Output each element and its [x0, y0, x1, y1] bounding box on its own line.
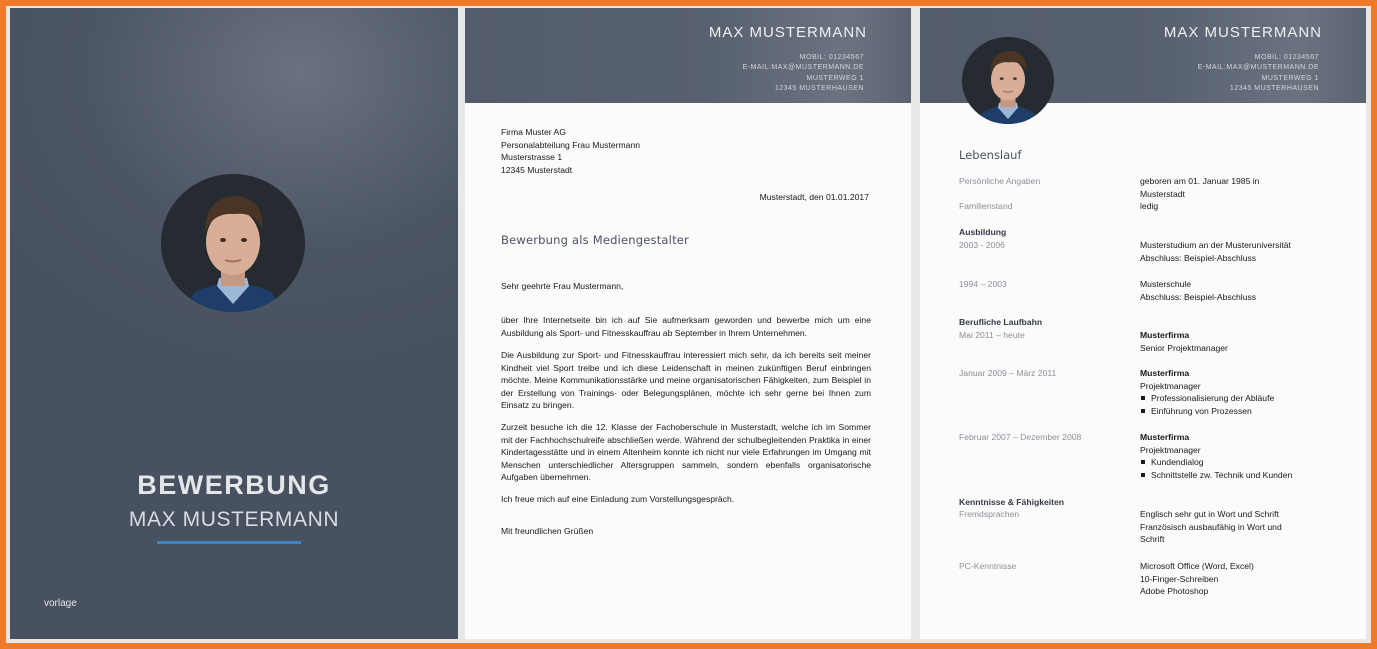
recipient-line: Personalabteilung Frau Mustermann [501, 139, 641, 150]
cv-bullet: Professionalisierung der Abläufe [1140, 392, 1330, 405]
letter-subject: Bewerbung als Mediengestalter [501, 233, 689, 247]
cover-accent-line [157, 541, 301, 544]
contact-email: E-MAIL:MAX@MUSTERMANN.DE [742, 64, 864, 72]
letter-header [465, 8, 911, 103]
cv-label-edu2: 1994 – 2003 [959, 279, 1007, 289]
header-name: MAX MUSTERMANN [1163, 24, 1322, 41]
contact-city: 12345 MUSTERHAUSEN [774, 85, 864, 93]
cv-role: Projektmanager [1140, 444, 1201, 455]
contact-email: E-MAIL:MAX@MUSTERMANN.DE [1197, 64, 1319, 72]
cv-label-edu1: 2003 - 2006 [959, 240, 1005, 250]
cv-page [920, 8, 1366, 639]
cv-role: Senior Projektmanager [1140, 342, 1228, 353]
cv-section-skills: Kenntnisse & Fähigkeiten [959, 497, 1065, 507]
cv-label-personal: Persönliche Angaben [959, 176, 1041, 186]
letter-date: Musterstadt, den 01.01.2017 [759, 192, 869, 202]
recipient-line: 12345 Musterstadt [501, 164, 573, 175]
cv-value-personal [1140, 175, 1330, 200]
cv-value-pc [1140, 560, 1330, 598]
cv-value-line: Abschluss: Beispiel-Abschluss [1140, 291, 1257, 302]
cv-bullet: Einführung von Prozessen [1140, 405, 1330, 418]
cv-label-family: Familienstand [959, 201, 1013, 211]
contact-phone: MOBIL: 01234567 [1254, 54, 1319, 61]
cover-portrait-photo [161, 174, 305, 312]
cv-label-languages: Fremdsprachen [959, 509, 1020, 519]
cv-label-job3: Februar 2007 – Dezember 2008 [959, 432, 1082, 442]
cv-title: Lebenslauf [959, 148, 1022, 162]
cv-section-career: Berufliche Laufbahn [959, 317, 1043, 327]
cv-value-line: geboren am 01. Januar 1985 in [1140, 176, 1260, 186]
cv-bullet: Schnittstelle zw. Technik und Kunden [1140, 469, 1330, 482]
cv-value-job2 [1140, 367, 1330, 418]
letter-page [465, 8, 911, 639]
cv-value-line: 10-Finger-Schreiben [1140, 573, 1219, 584]
letter-paragraph: über Ihre Internetseite bin ich auf Sie aufmerksam geworden und bewerbe mich um eine Ausbildung als Sport- und Fitnesskauffrau ab September in Ihrem Unternehmen. [501, 315, 871, 338]
cv-value-line: Musterschule [1140, 279, 1192, 289]
cv-value-edu2 [1140, 278, 1330, 303]
cv-value-line: Musterstudium an der Musteruniversität [1140, 240, 1291, 250]
cv-value-line: Abschluss: Beispiel-Abschluss [1140, 252, 1257, 263]
cv-bullet: Kundendialog [1140, 456, 1330, 469]
cv-label-job2: Januar 2009 – März 2011 [959, 368, 1057, 378]
cv-label-job1: Mai 2011 – heute [959, 330, 1025, 340]
cover-page [10, 8, 458, 639]
letter-paragraph: Die Ausbildung zur Sport- und Fitnesskauffrau interessiert mich sehr, da ich bereits seit meiner Kindheit viel Sport treibe und ich diese Leidenschaft in meinen zukünftigen Beruf einbringen möchte. Meine Kommunikationsstärke und meine organisatorischen Fähigkeiten, zum Beispiel in der Erstellung von Trainings- oder Belegungsplänen, möchte ich sehr gerne bei Ihnen zum Einsatz zu bringen. [501, 350, 871, 411]
cv-role: Projektmanager [1140, 380, 1201, 391]
cv-value-line: Schrift [1140, 534, 1165, 545]
recipient-line: Firma Muster AG [501, 127, 566, 137]
cv-value-line: Adobe Photoshop [1140, 586, 1209, 597]
cv-value-line: Musterstadt [1140, 188, 1185, 199]
header-contact [1198, 53, 1319, 95]
contact-street: MUSTERWEG 1 [1261, 74, 1319, 82]
document-spread [6, 6, 1371, 643]
letter-closing: Mit freundlichen Grüßen [501, 526, 594, 536]
cv-value-line: Microsoft Office (Word, Excel) [1140, 561, 1254, 571]
cv-company: Musterfirma [1140, 432, 1190, 442]
contact-city: 12345 MUSTERHAUSEN [1229, 85, 1319, 93]
header-contact [743, 53, 864, 95]
recipient-address [501, 126, 640, 176]
cv-value-job3 [1140, 431, 1330, 482]
cv-label-pc: PC-Kenntnisse [959, 561, 1017, 571]
cv-company: Musterfirma [1140, 368, 1190, 378]
cover-title: BEWERBUNG [137, 470, 331, 500]
cover-footer-text: vorlage [44, 598, 77, 609]
cv-value-family: ledig [1140, 201, 1159, 211]
cv-value-job1 [1140, 329, 1330, 354]
cv-value-line: Französisch ausbaufähig in Wort und [1140, 521, 1282, 532]
contact-phone: MOBIL: 01234567 [799, 54, 864, 61]
header-name: MAX MUSTERMANN [708, 24, 867, 41]
cv-company: Musterfirma [1140, 330, 1190, 340]
cv-portrait-photo [962, 37, 1054, 124]
contact-street: MUSTERWEG 1 [806, 74, 864, 82]
letter-salutation: Sehr geehrte Frau Mustermann, [501, 281, 624, 291]
cv-value-languages [1140, 508, 1330, 546]
cv-value-edu1 [1140, 239, 1330, 264]
letter-paragraph: Zurzeit besuche ich die 12. Klasse der Fachoberschule in Musterstadt, welche ich im Sommer mit der Fachhochschulreife abschließen werde. Während der schulbegleitenden Praktika in einer Kindertagesstätte und in einem Altenheim konnte ich nicht nur viele Erfahrungen im Umgang mit Menschen unterschiedlicher Altersgruppen sammeln, sondern ebenfalls organisatorische Aufgaben übernehmen. [501, 422, 871, 483]
cv-value-line: Englisch sehr gut in Wort und Schrift [1140, 509, 1279, 519]
letter-paragraph: Ich freue mich auf eine Einladung zum Vorstellungsgespräch. [501, 494, 735, 504]
cover-name: MAX MUSTERMANN [128, 508, 340, 531]
cv-section-education: Ausbildung [959, 227, 1007, 237]
recipient-line: Musterstrasse 1 [501, 152, 563, 163]
